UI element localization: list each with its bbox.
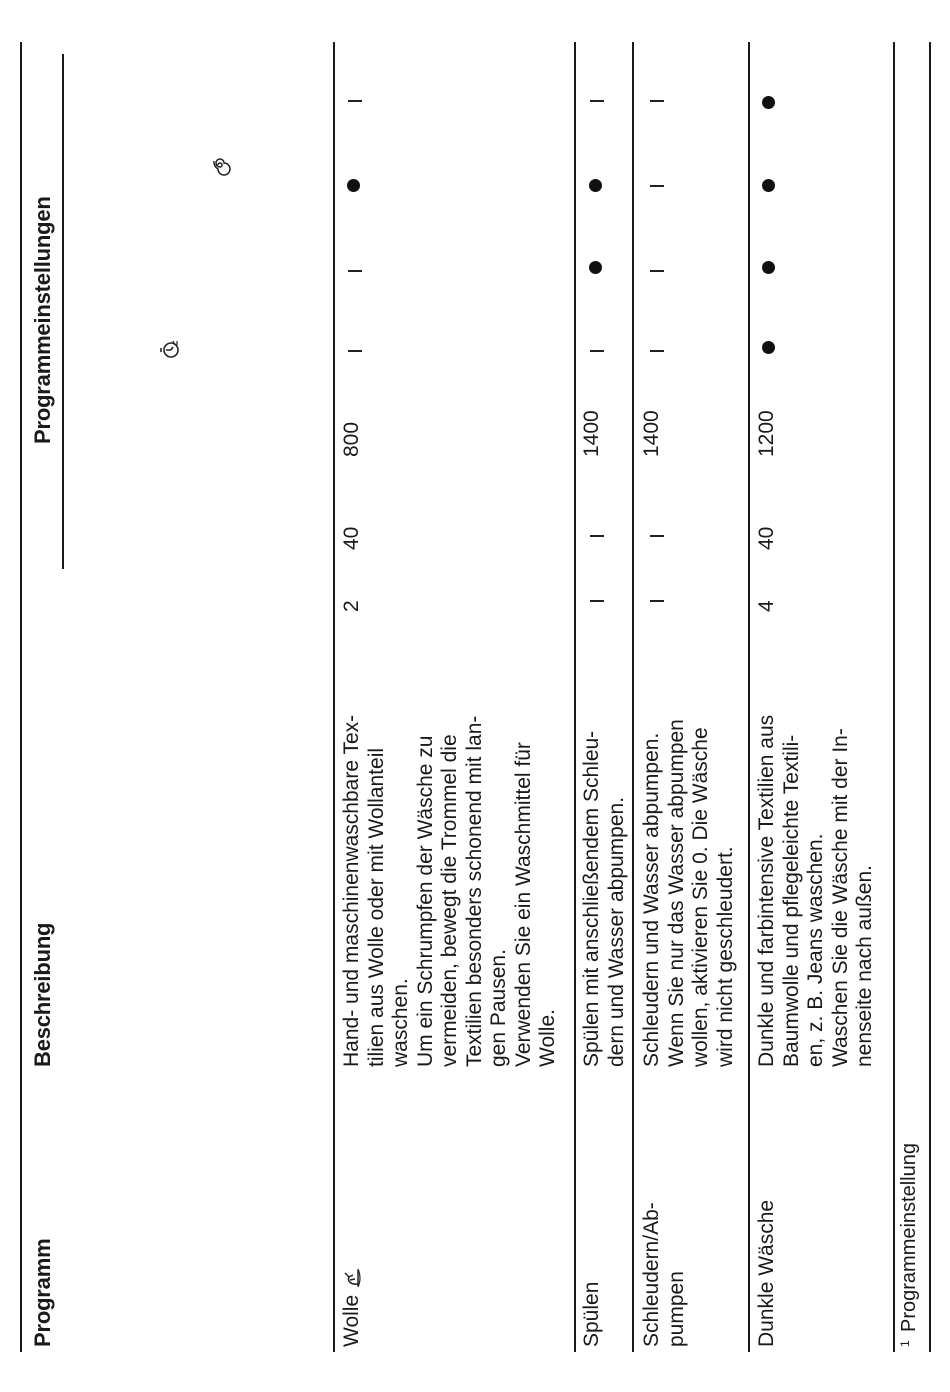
rule-bottom — [929, 42, 931, 1352]
row4-description — [755, 715, 878, 1067]
row1-desc-line5: vermeiden, bewegt die Trommel die — [438, 734, 461, 1067]
row4-temp: 40 — [755, 526, 778, 550]
row2-load — [590, 600, 604, 602]
rule-top — [20, 42, 22, 1352]
row1-program — [340, 1267, 365, 1347]
row1-temp: 40 — [340, 526, 363, 550]
row1-desc-line2: tilien aus Wolle oder mit Wollanteil — [364, 747, 388, 1067]
rule-row2 — [632, 42, 634, 1352]
row1-description — [340, 715, 561, 1067]
row2-temp — [590, 535, 604, 537]
spiral-icon — [208, 153, 232, 177]
row3-temp — [650, 535, 664, 537]
row1-opt4 — [348, 100, 362, 102]
row2-opt4 — [590, 100, 604, 102]
row2-desc-line1: Spülen mit anschließendem Schleu- — [580, 730, 603, 1067]
rule-header-bottom — [333, 42, 335, 1352]
rule-row1 — [574, 42, 576, 1352]
row4-opt2 — [762, 261, 775, 274]
row1-desc-line3: waschen. — [389, 978, 412, 1067]
row2-description — [580, 731, 629, 1067]
row2-desc-line2: dern und Wasser abpumpen. — [604, 796, 628, 1067]
header-programmeinstellungen: Programmeinstellungen — [30, 196, 55, 444]
row1-desc-line4: Um ein Schrumpfen der Wäsche zu — [413, 735, 437, 1067]
footnote-text: Programmeinstellung — [898, 1143, 920, 1332]
row4-desc-line5: nenseite nach außen. — [853, 865, 876, 1067]
row1-desc-line7: gen Pausen. — [487, 949, 510, 1067]
row1-desc-line1: Hand- und maschinenwaschbare Tex- — [340, 714, 363, 1067]
row3-desc-line3: wollen, aktivieren Sie 0. Die Wäsche — [689, 727, 712, 1067]
row4-load: 4 — [755, 600, 778, 612]
row2-opt2 — [589, 261, 602, 274]
footnote-marker: 1 — [898, 1340, 912, 1347]
row4-desc-line3: en, z. B. Jeans waschen. — [804, 833, 827, 1067]
row3-opt1 — [650, 350, 664, 352]
row1-opt3 — [347, 179, 360, 192]
row3-desc-line1: Schleudern und Wasser abpumpen. — [640, 732, 663, 1067]
row3-opt2 — [650, 270, 664, 272]
header-programm: Programm — [30, 1238, 55, 1347]
row3-load — [650, 600, 664, 602]
row1-opt2 — [348, 270, 362, 272]
row4-desc-line4: Waschen Sie die Wäsche mit der In- — [828, 728, 852, 1067]
row1-spin: 800 — [340, 421, 363, 457]
row3-program — [640, 1202, 689, 1347]
row3-spin: 1400 — [640, 410, 663, 457]
row2-opt3 — [589, 179, 602, 192]
rule-settings — [62, 54, 64, 569]
row4-desc-line1: Dunkle und farbintensive Textilien aus — [755, 714, 778, 1067]
row2-opt1 — [590, 350, 604, 352]
row2-spin: 1400 — [580, 410, 603, 457]
row3-program-line1: Schleudern/Ab- — [640, 1202, 663, 1347]
row3-program-line2: pumpen — [664, 1271, 688, 1347]
row4-opt3 — [762, 179, 775, 192]
row3-opt3 — [650, 185, 664, 187]
row1-desc-line8: Verwenden Sie ein Waschmittel für — [511, 742, 535, 1067]
row1-desc-line6: Textilien besonders schonend mit lan- — [462, 715, 486, 1067]
wool-hand-icon — [341, 1267, 361, 1289]
row4-program: Dunkle Wäsche — [755, 1199, 778, 1347]
header-beschreibung: Beschreibung — [30, 922, 55, 1067]
footnote — [898, 1143, 921, 1347]
row1-program-label: Wolle — [340, 1294, 363, 1347]
rule-row4 — [893, 42, 895, 1352]
row4-opt1 — [762, 341, 775, 354]
row4-opt4 — [762, 96, 775, 109]
row1-opt1 — [348, 350, 362, 352]
row3-description — [640, 719, 738, 1067]
row3-desc-line4: wird nicht geschleudert. — [713, 846, 737, 1067]
row1-desc-line9: Wolle. — [536, 1009, 559, 1067]
row1-load: 2 — [340, 600, 363, 612]
row3-desc-line2: Wenn Sie nur das Wasser abpumpen — [664, 719, 688, 1067]
timer-icon — [158, 338, 182, 362]
row4-spin: 1200 — [755, 410, 778, 457]
rule-row3 — [748, 42, 750, 1352]
row3-opt4 — [650, 100, 664, 102]
row4-desc-line2: Baumwolle und pflegeleichte Textili- — [779, 734, 803, 1067]
row2-program: Spülen — [580, 1281, 603, 1347]
